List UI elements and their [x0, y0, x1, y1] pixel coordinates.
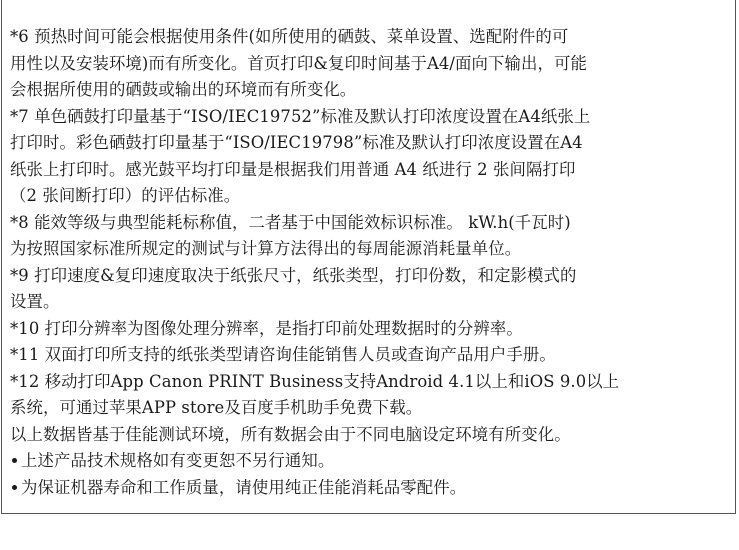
footnotes-text: [10, 24, 732, 501]
bullet-item: [10, 475, 732, 502]
note-6-line-1: *6 预热时间可能会根据使用条件(如所使用的硒鼓、菜单设置、选配附件的可: [10, 27, 569, 46]
bullet-dot-icon: [12, 458, 17, 463]
note-10-line: *10 打印分辨率为图像处理分辨率，是指打印前处理数据时的分辨率。: [10, 318, 523, 338]
note-9-line-1: *9 打印速度&复印速度取决于纸张尺寸，纸张类型，打印份数，和定影模式的: [10, 265, 577, 285]
bullet-item-text: 上述产品技术规格如有变更恕不另行通知。: [21, 451, 335, 470]
note-8-line-2: 为按照国家标准所规定的测试与计算方法得出的每周能源消耗量单位。: [10, 239, 522, 258]
bullet-dot-icon: [12, 485, 17, 490]
note-7-line-4: （2 张间断打印）的评估标准。: [10, 186, 241, 205]
note-6-line-3: 会根据所使用的硒鼓或输出的环境而有所变化。: [10, 80, 357, 99]
note-11-line: *11 双面打印所支持的纸张类型请咨询佳能销售人员或查询产品用户手册。: [10, 345, 556, 364]
notes-panel: [1, 0, 736, 514]
disclaimer-line: 以上数据皆基于佳能测试环境，所有数据会由于不同电脑设定环境有所变化。: [10, 424, 571, 444]
note-12-line-1: *12 移动打印App Canon PRINT Business支持Android 4.1以上和iOS 9.0以上: [10, 371, 620, 391]
note-12-line-2: 系统，可通过苹果APP store及百度手机助手免费下载。: [10, 398, 423, 417]
bullet-item-text: 为保证机器寿命和工作质量，请使用纯正佳能消耗品零配件。: [21, 477, 467, 497]
note-9-line-2: 设置。: [10, 292, 60, 311]
note-7-line-1: *7 单色硒鼓打印量基于“ISO/IEC19752”标准及默认打印浓度设置在A4纸张上: [10, 106, 591, 126]
bullet-item: [10, 448, 732, 475]
note-7-line-3: 纸张上打印时。感光鼓平均打印量是根据我们用普通 A4 纸进行 2 张间隔打印: [10, 159, 576, 179]
note-8-line-1: *8 能效等级与典型能耗标称值，二者基于中国能效标识标准。 kW.h(千瓦时): [10, 212, 571, 232]
note-6-line-2: 用性以及安装环境)而有所变化。首页打印&复印时间基于A4/面向下输出，可能: [10, 53, 587, 73]
note-7-line-2: 打印时。彩色硒鼓打印量基于“ISO/IEC19798”标准及默认打印浓度设置在A4: [10, 133, 583, 152]
